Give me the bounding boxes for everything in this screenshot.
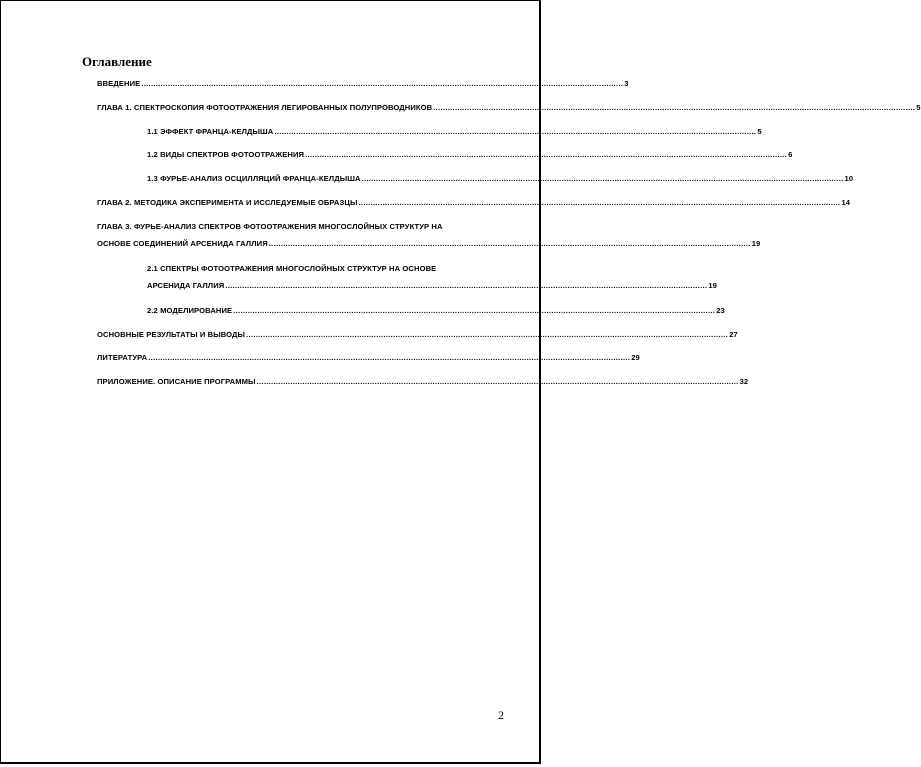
toc-entry-page: 29	[631, 353, 640, 362]
toc-entry-page: 19	[708, 281, 717, 290]
toc-entry-text: 2.2 МОДЕЛИРОВАНИЕ	[147, 306, 233, 315]
dot-leader: ........................................................................................................................................................................................................	[358, 198, 841, 207]
table-of-contents	[1, 1, 921, 762]
toc-entry-section-1-1[interactable]	[147, 127, 762, 137]
page-number: 2	[498, 708, 504, 722]
dot-leader: ........................................................................................................................................................................................................	[141, 79, 624, 88]
toc-entry-section-1-3[interactable]	[147, 174, 854, 184]
dot-leader: ........................................................................................................................................................................................................	[433, 103, 916, 112]
toc-entry-page: 14	[841, 198, 851, 207]
toc-entry-chapter-2[interactable]	[97, 198, 851, 208]
toc-entry-text: ВВЕДЕНИЕ	[97, 79, 141, 88]
dot-leader: ........................................................................................................................................................................................................	[361, 174, 844, 183]
toc-entry-chapter-1[interactable]	[97, 103, 921, 113]
dot-leader: ........................................................................................................................................................................................................	[233, 306, 716, 315]
dot-leader: ........................................................................................................................................................................................................	[148, 353, 631, 362]
toc-entry-page: 23	[716, 306, 725, 315]
toc-entry-page: 5	[757, 127, 762, 136]
dot-leader: ........................................................................................................................................................................................................	[225, 281, 708, 290]
toc-entry-page: 19	[751, 239, 761, 248]
toc-entry-text-line1: 2.1 СПЕКТРЫ ФОТООТРАЖЕНИЯ МНОГОСЛОЙНЫХ СТРУКТУР НА ОСНОВЕ	[147, 264, 437, 273]
toc-entry-page: 6	[788, 150, 793, 159]
toc-entry-text-line1: ГЛАВА 3. ФУРЬЕ-АНАЛИЗ СПЕКТРОВ ФОТООТРАЖЕНИЯ МНОГОСЛОЙНЫХ СТРУКТУР НА	[97, 222, 443, 231]
toc-entry-text: ГЛАВА 2. МЕТОДИКА ЭКСПЕРИМЕНТА И ИССЛЕДУЕМЫЕ ОБРАЗЦЫ	[97, 198, 358, 207]
toc-entry-text-line2: ОСНОВЕ СОЕДИНЕНИЙ АРСЕНИДА ГАЛЛИЯ	[97, 239, 268, 248]
toc-entry-text: ПРИЛОЖЕНИЕ. ОПИСАНИЕ ПРОГРАММЫ	[97, 377, 256, 386]
toc-entry-results[interactable]	[97, 330, 738, 340]
toc-entry-page: 3	[624, 79, 629, 88]
toc-entry-section-2-2[interactable]	[147, 306, 725, 316]
toc-entry-page: 32	[739, 377, 749, 386]
dot-leader: ........................................................................................................................................................................................................	[268, 239, 751, 248]
dot-leader: ........................................................................................................................................................................................................	[305, 150, 788, 159]
toc-entry-appendix[interactable]	[97, 377, 749, 387]
toc-entry-section-2-1[interactable]	[147, 264, 717, 291]
toc-entry-text: 1.1 ЭФФЕКТ ФРАНЦА-КЕЛДЫША	[147, 127, 274, 136]
toc-entry-introduction[interactable]	[97, 79, 629, 89]
toc-entry-text: ЛИТЕРАТУРА	[97, 353, 148, 362]
toc-entry-page: 5	[916, 103, 921, 112]
toc-entry-page: 10	[844, 174, 854, 183]
toc-entry-text: ГЛАВА 1. СПЕКТРОСКОПИЯ ФОТООТРАЖЕНИЯ ЛЕГИРОВАННЫХ ПОЛУПРОВОДНИКОВ	[97, 103, 433, 112]
toc-entry-literature[interactable]	[97, 353, 640, 363]
dot-leader: ........................................................................................................................................................................................................	[256, 377, 739, 386]
toc-entry-page: 27	[729, 330, 738, 339]
toc-entry-section-1-2[interactable]	[147, 150, 793, 160]
toc-entry-text: 1.2 ВИДЫ СПЕКТРОВ ФОТООТРАЖЕНИЯ	[147, 150, 305, 159]
toc-entry-text: ОСНОВНЫЕ РЕЗУЛЬТАТЫ И ВЫВОДЫ	[97, 330, 246, 339]
dot-leader: ........................................................................................................................................................................................................	[246, 330, 729, 339]
toc-title: Оглавление	[82, 54, 152, 69]
dot-leader: ........................................................................................................................................................................................................	[274, 127, 757, 136]
toc-entry-text: 1.3 ФУРЬЕ-АНАЛИЗ ОСЦИЛЛЯЦИЙ ФРАНЦА-КЕЛДЫША	[147, 174, 361, 183]
toc-entry-chapter-3[interactable]	[97, 222, 761, 249]
toc-entry-text-line2: АРСЕНИДА ГАЛЛИЯ	[147, 281, 225, 290]
